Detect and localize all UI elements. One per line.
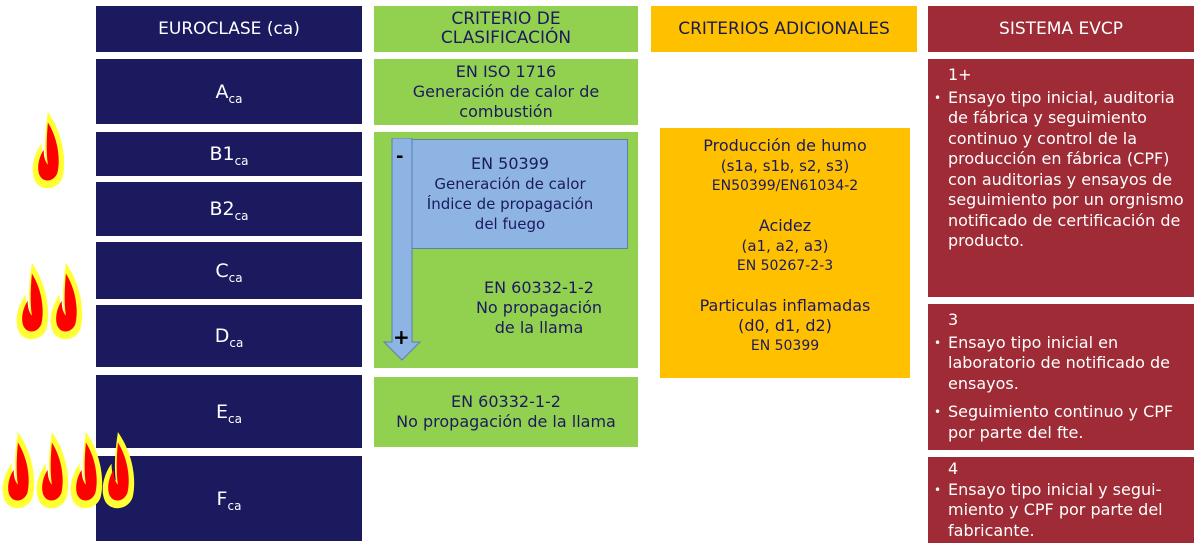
class-b1 — [96, 132, 362, 176]
evcp-4-number: 4 — [948, 459, 959, 478]
header-adicionales-label: CRITERIOS ADICIONALES — [678, 18, 890, 39]
header-euroclase-label: EUROCLASE (ca) — [158, 18, 300, 39]
class-e-label: $E_{ca}$ — [216, 400, 242, 426]
list-item — [934, 402, 1186, 443]
criterio-aca-line1: EN ISO 1716 — [455, 62, 557, 81]
criterio-mid-line2: No propagación — [475, 298, 603, 317]
header-evcp-label: SISTEMA EVCP — [999, 18, 1123, 39]
class-f-label: $F_{ca}$ — [216, 487, 242, 513]
evcp-3-list — [934, 332, 1186, 444]
class-b2 — [96, 182, 362, 236]
class-a — [96, 59, 362, 124]
criterio-mid-line1: EN 60332-1-2 — [484, 278, 594, 297]
bullet-icon: • — [934, 405, 942, 419]
minus-sign: - — [396, 146, 404, 167]
header-criterio-line1: CRITERIO DE — [451, 9, 561, 29]
bullet-icon: • — [934, 482, 942, 497]
particulas-standard: EN 50399 — [750, 338, 820, 354]
header-criterio — [374, 6, 638, 52]
list-item — [934, 87, 1186, 252]
particulas-title: Particulas inflamadas — [699, 296, 871, 315]
list-item — [934, 479, 1186, 542]
class-a-label: $A_{ca}$ — [215, 80, 243, 106]
evcp-3-item: Ensayo tipo inicial en laboratorio de notificado de ensayos. — [948, 332, 1170, 393]
evcp-1plus-item: Ensayo tipo inicial, auditoria de fábrica y seguimiento continuo y control de la producción en fábrica (CPF) con auditorias y ensayos de seguimiento por un orgnismo notificado de certificación de producto. — [948, 87, 1184, 250]
class-c — [96, 242, 362, 299]
criterio-eca — [374, 377, 638, 447]
evcp-4-list — [934, 479, 1186, 542]
criterio-aca-line3: combustión — [459, 102, 553, 121]
evcp-system-4 — [928, 457, 1194, 543]
evcp-system-1plus — [928, 59, 1194, 297]
adicionales-box — [660, 128, 910, 378]
criterio-blue-line3: Índice de propagación — [426, 195, 594, 213]
flame-icon — [30, 112, 70, 192]
header-evcp — [928, 6, 1194, 52]
class-c-label: $C_{ca}$ — [215, 259, 243, 285]
criterio-mid-line3: de la llama — [494, 318, 584, 337]
humo-title: Producción de humo — [703, 136, 867, 155]
humo-standard: EN50399/EN61034-2 — [711, 178, 859, 194]
evcp-3-number: 3 — [948, 310, 959, 329]
acidez-classes: (a1, a2, a3) — [741, 237, 829, 255]
flame-icon — [48, 263, 88, 343]
class-d — [96, 305, 362, 367]
criterio-aca — [374, 59, 638, 125]
criterio-eca-line1: EN 60332-1-2 — [451, 392, 561, 411]
criterio-blue-box — [392, 139, 628, 249]
class-d-label: $D_{ca}$ — [214, 325, 244, 350]
evcp-3-item: Seguimiento continuo y CPF por parte del fte. — [948, 402, 1174, 442]
evcp-4-item: Ensayo tipo inicial y segui-miento y CPF por parte del fabricante. — [948, 479, 1163, 540]
criterio-blue-line2: Generación de calor — [434, 175, 586, 193]
evcp-system-3 — [928, 304, 1194, 450]
particulas-classes: (d0, d1, d2) — [738, 316, 832, 335]
humo-classes: (s1a, s1b, s2, s3) — [720, 157, 850, 175]
header-adicionales — [651, 6, 917, 52]
criterio-blue-line4: del fuego — [474, 215, 546, 233]
evcp-1plus-list — [934, 87, 1186, 252]
header-euroclase — [96, 6, 362, 52]
acidez-title: Acidez — [758, 216, 812, 235]
bullet-icon: • — [934, 90, 942, 105]
class-b1-label: $B1_{ca}$ — [209, 143, 249, 168]
criterio-mid — [374, 132, 638, 368]
criterio-blue-line1: EN 50399 — [470, 154, 550, 173]
criterio-eca-line2: No propagación de la llama — [396, 412, 616, 431]
acidez-standard: EN 50267-2-3 — [736, 258, 834, 274]
plus-sign: + — [393, 325, 410, 349]
list-item — [934, 332, 1186, 395]
flame-icon — [100, 432, 140, 512]
evcp-1plus-number: 1+ — [948, 65, 972, 84]
bullet-icon: • — [934, 335, 942, 350]
criterio-aca-line2: Generación de calor de — [412, 82, 600, 101]
class-b2-label: $B2_{ca}$ — [209, 198, 249, 223]
header-criterio-line2: CLASIFICACIÓN — [440, 28, 572, 48]
criterio-mid-text — [464, 275, 614, 341]
